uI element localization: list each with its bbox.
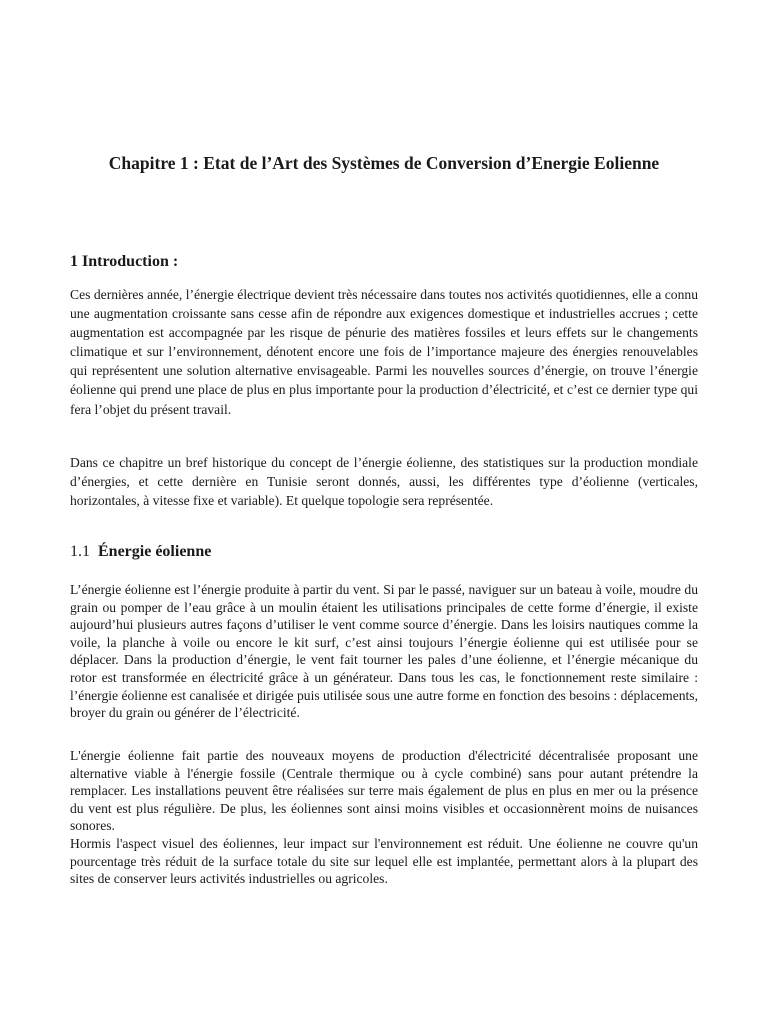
paragraph-block: L'énergie éolienne fait partie des nouveaux moyens de production d'électricité décentralisée proposant une alternative viable à l'énergie fossile (Centrale thermique ou à cycle combiné) sans pour autant prétendre la remplacer. Les installations peuvent être réalisées sur terre mais également de plus en plus en mer ou la présence du vent est plus régulière. De plus, les éoliennes sont ainsi moins visibles et occasionnèrent moins de nuisances sonores. — [70, 748, 698, 834]
section-title: Énergie éolienne — [98, 543, 212, 560]
introduction-heading: 1 Introduction : — [70, 253, 179, 270]
introduction-paragraph: Dans ce chapitre un bref historique du concept de l’énergie éolienne, des statistiques sur la production mondiale d’énergies, et cette dernière en Tunisie seront donnés, aussi, les différentes type d’éolienne (verticales, horizontales, à vitesse fixe et variable). Et quelque topologie sera représentée. — [70, 455, 698, 509]
section-number: 1.1 — [70, 543, 90, 560]
chapter-title: Chapitre 1 : Etat de l’Art des Systèmes de Conversion d’Energie Eolienne — [108, 153, 660, 173]
energie-eolienne-paragraph: L’énergie éolienne est l’énergie produite à partir du vent. Si par le passé, naviguer sur un bateau à voile, moudre du grain ou pomper de l’eau grâce à un moulin étaient les utilisations principales de cette forme d’énergie, il existe aujourd’hui plusieurs autres façons d’utiliser le vent comme source d’énergie. Dans les loisirs nautiques comme la voile, la planche à voile ou encore le kit surf, c’est ainsi toujours l’énergie éolienne qui est utilisée pour se déplacer. Dans la production d’énergie, le vent fait tourner les pales d’une éolienne, et l’énergie mécanique du rotor est transformée en électricité grâce à un générateur. Dans tous les cas, le fonctionnement reste similaire : l’énergie éolienne est canalisée et dirigée puis utilisée sous une autre forme en fonction des besoins : déplacements, broyer du grain ou générer de l’électricité. — [70, 582, 698, 721]
paragraph-block: Hormis l'aspect visuel des éoliennes, leur impact sur l'environnement est réduit. Une éolienne ne couvre qu'un pourcentage très réduit de la surface totale du site sur lequel elle est implantée, permettant alors à la plupart des sites de conserver leurs activités industrielles ou agricoles. — [70, 835, 698, 887]
introduction-paragraph: Ces dernières année, l’énergie électrique devient très nécessaire dans toutes nos activités quotidiennes, elle a connu une augmentation croissante sans cesse afin de répondre aux exigences domestique et industrielles accrues ; cette augmentation est accompagnée par les risque de pénurie des matières fossiles et leurs effets sur le changements climatique et sur l’environnement, dénotent encore une fois de l’importance majeure des énergies renouvelables qui représentent une solution alternative envisageable. Parmi les nouvelles sources d’énergie, on trouve l’énergie éolienne qui prend une place de plus en plus importante pour la production d’électricité, et c’est ce dernier type qui fera l’objet du présent travail. — [70, 287, 698, 417]
energie-eolienne-heading — [70, 542, 698, 562]
energie-eolienne-paragraph — [70, 747, 698, 888]
